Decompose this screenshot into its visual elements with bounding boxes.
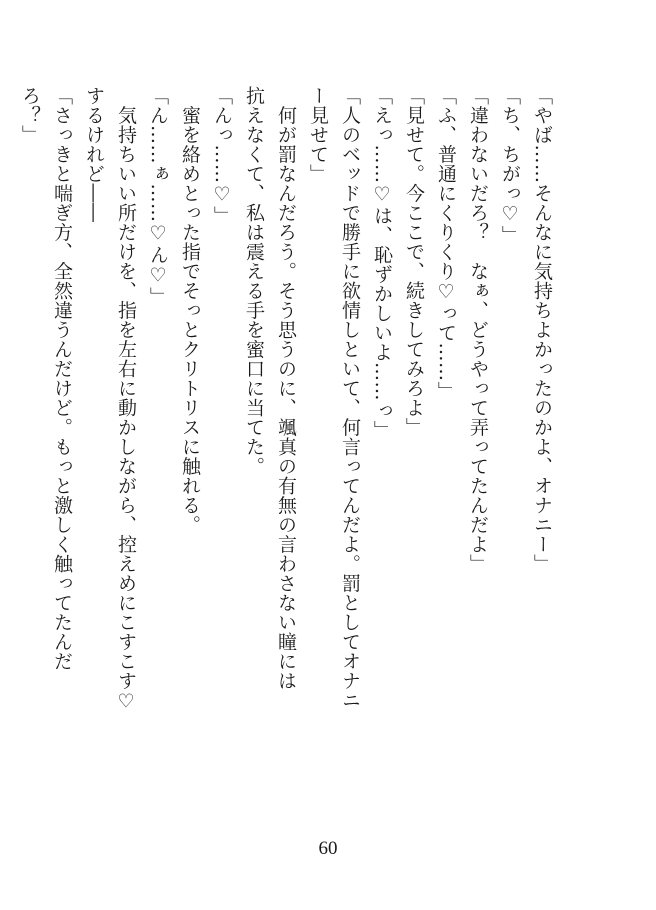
text-line-16: 「さっきと喘ぎ方、全然違うんだけど。もっと激しく触ってたんだ <box>51 86 73 671</box>
text-line-14: 気持ちいい所だけを、指を左右に動かしながら、控えめにこすこす♡ <box>115 86 137 713</box>
text-line-5: 「見せて。今ここで、続きしてみろよ」 <box>403 86 425 437</box>
text-line-13: 「ん……ぁ……♡ん♡」 <box>147 86 169 307</box>
text-line-11: 「んっ……♡」 <box>211 86 233 226</box>
text-line-3: 「違わないだろ？ なぁ、どうやって弄ってたんだよ」 <box>467 86 489 574</box>
text-line-7: 「人のベッドで勝手に欲情しといて、何言ってんだよ。罰としてオナニ <box>339 86 361 710</box>
text-line-1: 「やば……そんなに気持ちよかったのかよ、オナニー」 <box>531 86 553 574</box>
text-line-9: 何が罰なんだろう。そう思うのに、颯真の有無の言わさない瞳には <box>275 86 297 691</box>
text-line-12: 蜜を絡めとった指でそっとクリトリスに触れる。 <box>179 86 201 535</box>
text-line-15: するけれど―― <box>83 86 105 223</box>
text-line-8: ー見せて」 <box>307 86 329 184</box>
text-line-17: ろ？」 <box>19 86 41 145</box>
page-number: 60 <box>318 838 338 859</box>
text-line-6: 「えっ……♡は、恥ずかしいよ……っ」 <box>371 86 393 440</box>
text-line-2: 「ち、ちがっ♡」 <box>499 86 521 245</box>
text-line-10: 抗えなくて、私は震える手を蜜口に当てた。 <box>243 86 265 476</box>
text-line-4: 「ふ、普通にくりくり♡って……」 <box>435 86 457 401</box>
